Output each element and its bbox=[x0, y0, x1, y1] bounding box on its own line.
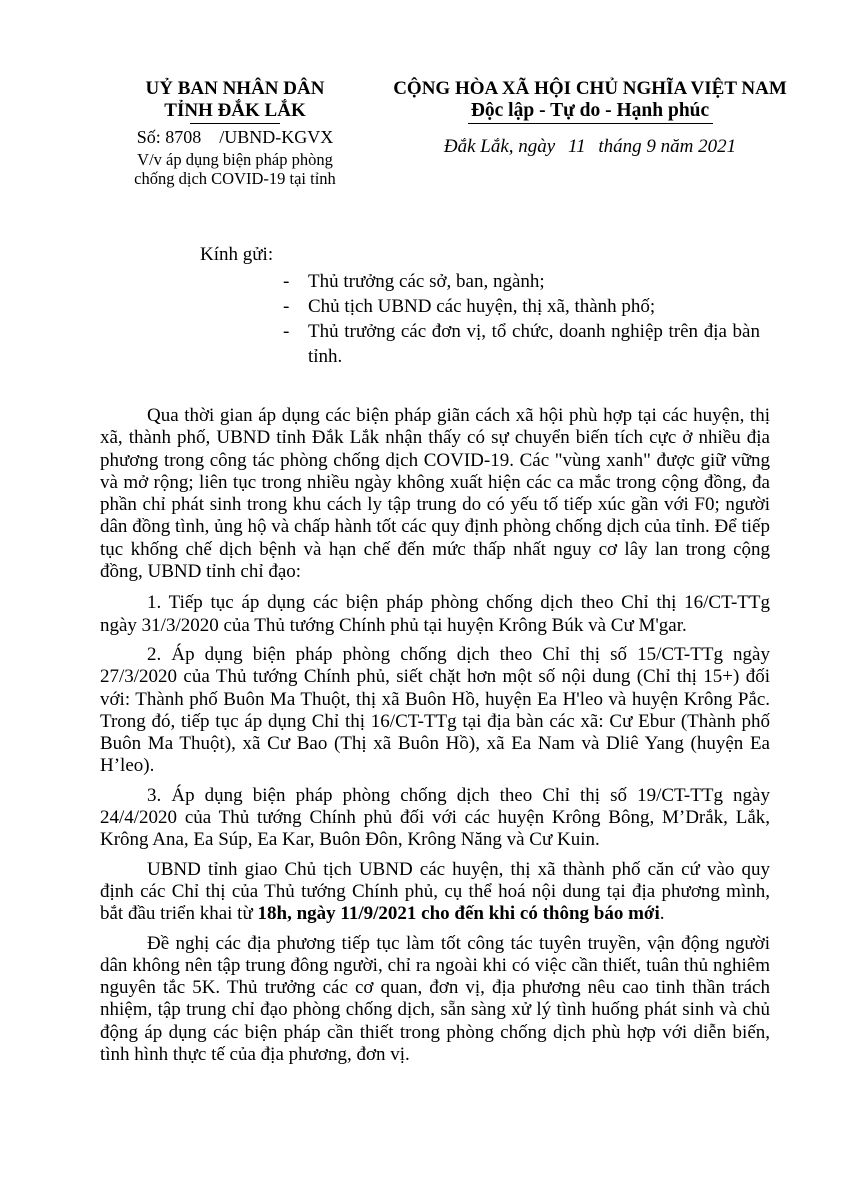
date-year: năm 2021 bbox=[660, 136, 737, 157]
date-day: 11 bbox=[567, 136, 586, 157]
date-month-label: tháng bbox=[598, 136, 642, 157]
request-paragraph: Đề nghị các địa phương tiếp tục làm tốt công tác tuyên truyền, vận động người dân không nên tập trung đông người, chỉ ra ngoài khi có việc cần thiết, tuân thủ nghiêm nguyên tắc 5K. Thủ trưởng các cơ quan, đơn vị, địa phương nêu cao tinh thần trách nhiệm, tập trung chỉ đạo phòng chống dịch, sẵn sàng xử lý tình huống phát sinh và chủ động áp dụng các biện pháp cần thiết trong phòng chống dịch phù hợp với diễn biến, tình hình thực tế của địa phương, đơn vị. bbox=[100, 932, 770, 1066]
directive-item-3: 3. Áp dụng biện pháp phòng chống dịch theo Chỉ thị số 19/CT-TTg ngày 24/4/2020 của Thủ tướng Chính phủ đối với các huyện Krông Bông, M’Drắk, Lắk, Krông Ana, Ea Súp, Ea Kar, Buôn Đôn, Krông Năng và Cư Kuin. bbox=[100, 784, 770, 851]
directive-item-2: 2. Áp dụng biện pháp phòng chống dịch theo Chỉ thị số 15/CT-TTg ngày 27/3/2020 của Thủ tướng Chính phủ, siết chặt hơn một số nội dung (Chỉ thị 15+) đối với: Thành phố Buôn Ma Thuột, thị xã Buôn Hồ, huyện Ea H'leo và huyện Krông Pắc. Trong đó, tiếp tục áp dụng Chỉ thị 16/CT-TTg tại địa bàn các xã: Cư Ebur (Thành phố Buôn Ma Thuột), xã Cư Bao (Thị xã Buôn Hồ), xã Ea Nam và Dliê Yang (huyện Ea H’leo). bbox=[100, 643, 770, 777]
national-header-block bbox=[385, 78, 795, 158]
document-number bbox=[100, 126, 370, 148]
recipient-item: - Thủ trưởng các đơn vị, tổ chức, doanh nghiệp trên địa bàn tỉnh. bbox=[283, 321, 760, 367]
issuing-authority-block bbox=[100, 78, 370, 188]
recipient-item: - Chủ tịch UBND các huyện, thị xã, thành phố; bbox=[283, 296, 656, 317]
implementation-text: UBND tỉnh giao Chủ tịch UBND các huyện, thị xã thành phố căn cứ vào quy định các Chỉ thị của Thủ tướng Chính phủ, cụ thể hoá nội dung tại địa phương mình, bắt đầu triển khai từ bbox=[100, 858, 770, 925]
issuing-org-line2: TỈNH ĐẮK LẮK bbox=[164, 100, 306, 121]
intro-paragraph: Qua thời gian áp dụng các biện pháp giãn cách xã hội phù hợp tại các huyện, thị xã, thành phố, UBND tỉnh Đắk Lắk nhận thấy có sự chuyển biến tích cực ở nhiều địa phương trong công tác phòng chống dịch COVID-19. Các "vùng xanh" được giữ vững và mở rộng; liên tục trong nhiều ngày không xuất hiện các ca mắc trong cộng đồng, đa phần chỉ phát sinh trong khu cách ly tập trung do có yếu tố tiếp xúc gần với F0; người dân đồng tình, ủng hộ và chấp hành tốt các quy định phòng chống dịch của tỉnh. Để tiếp tục khống chế dịch bệnh và hạn chế đến mức thấp nhất nguy cơ lây lan trong cộng đồng, UBND tỉnh chỉ đạo: bbox=[100, 405, 770, 583]
recipient-item: - Thủ trưởng các sở, ban, ngành; bbox=[283, 271, 545, 292]
subject-line2: chống dịch COVID-19 tại tỉnh bbox=[134, 169, 336, 188]
implementation-end: . bbox=[659, 903, 665, 925]
motto-underline bbox=[468, 123, 713, 124]
issuing-org-line1: UỶ BAN NHÂN DÂN bbox=[145, 78, 325, 99]
date-month: 9 bbox=[646, 136, 656, 157]
org-underline bbox=[190, 123, 280, 124]
document-body bbox=[100, 405, 770, 1075]
recipients-list bbox=[200, 269, 760, 369]
recipients-label: Kính gửi: bbox=[200, 244, 274, 265]
issue-date bbox=[385, 136, 795, 158]
national-motto: Độc lập - Tự do - Hạnh phúc bbox=[470, 100, 710, 121]
document-number-suffix: /UBND-KGVX bbox=[219, 127, 334, 147]
recipients-block bbox=[200, 242, 760, 369]
document-subject bbox=[100, 150, 370, 188]
date-prefix: Đắk Lắk, ngày bbox=[443, 136, 556, 157]
directive-item-1: 1. Tiếp tục áp dụng các biện pháp phòng chống dịch theo Chỉ thị 16/CT-TTg ngày 31/3/2020 của Thủ tướng Chính phủ tại huyện Krông Búk và Cư M'gar. bbox=[100, 592, 770, 636]
implementation-effective-time: 18h, ngày 11/9/2021 cho đến khi có thông báo mới bbox=[257, 903, 660, 925]
implementation-paragraph bbox=[100, 859, 770, 926]
national-title: CỘNG HÒA XÃ HỘI CHỦ NGHĨA VIỆT NAM bbox=[393, 78, 787, 99]
document-number-prefix: Số: 8708 bbox=[136, 127, 202, 147]
subject-line1: V/v áp dụng biện pháp phòng bbox=[137, 150, 333, 169]
